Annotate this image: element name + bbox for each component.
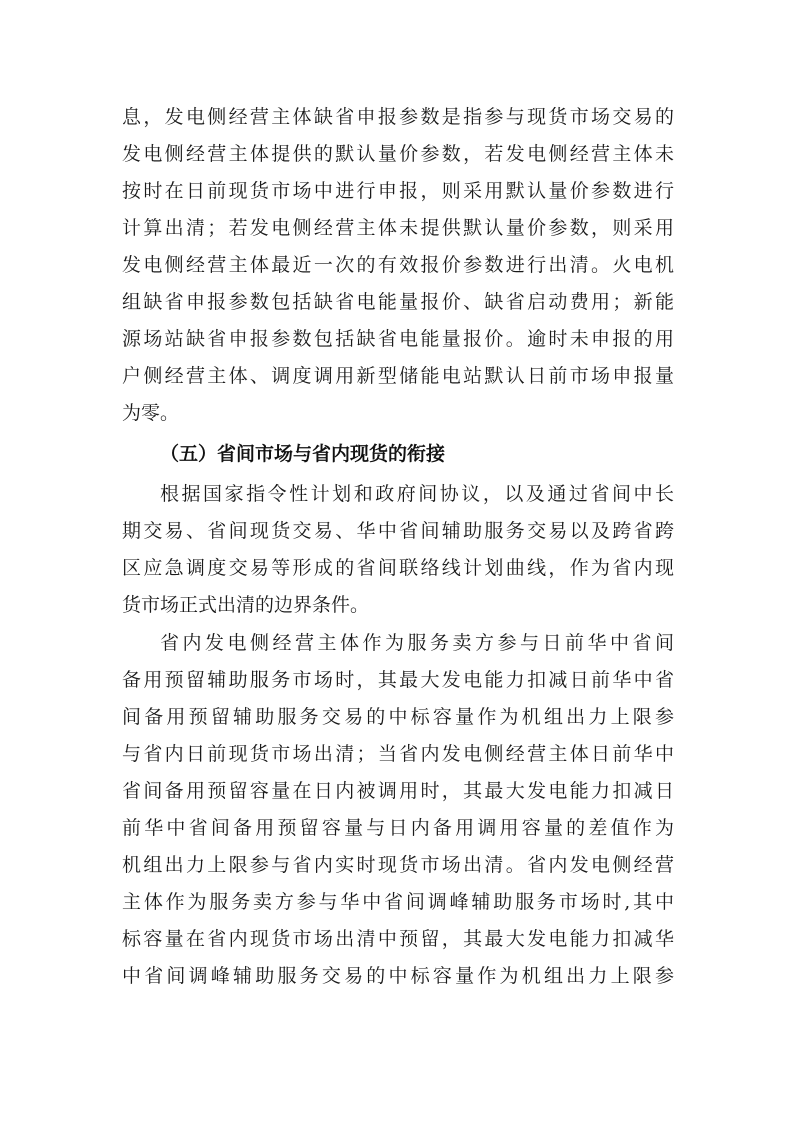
paragraph-interprovincial-boundary [122,476,674,624]
paragraph-line: 按时在日前现货市场中进行申报，则采用默认量价参数进行 [122,180,674,202]
paragraph-line: 机组出力上限参与省内实时现货市场出清。省内发电侧经营 [122,854,674,876]
paragraph-line: 中省间调峰辅助服务交易的中标容量作为机组出力上限参 [122,965,674,987]
paragraph-line: 省间备用预留容量在日内被调用时，其最大发电能力扣减日 [122,780,674,802]
paragraph-line: 户侧经营主体、调度调用新型储能电站默认日前市场申报量 [122,365,674,387]
paragraph-line: 源场站缺省申报参数包括缺省电能量报价。逾时未申报的用 [122,328,674,350]
paragraph-line: 与省内日前现货市场出清；当省内发电侧经营主体日前华中 [122,743,674,765]
paragraph-line: 省内发电侧经营主体作为服务卖方参与日前华中省间 [160,632,674,654]
section-heading: （五）省间市场与省内现货的衔接 [160,443,446,465]
paragraph-line: 计算出清；若发电侧经营主体未提供默认量价参数，则采用 [122,217,674,239]
paragraph-line: 息，发电侧经营主体缺省申报参数是指参与现货市场交易的 [122,106,674,128]
paragraph-line: 区应急调度交易等形成的省间联络线计划曲线，作为省内现 [122,557,674,579]
paragraph-reserve-peak-service [122,625,674,995]
paragraph-line: 间备用预留辅助服务交易的中标容量作为机组出力上限参 [122,706,674,728]
paragraph-line: 主体作为服务卖方参与华中省间调峰辅助服务市场时,其中 [122,891,674,913]
paragraph-line: 期交易、省间现货交易、华中省间辅助服务交易以及跨省跨 [122,520,674,542]
section-heading-block [122,436,674,473]
paragraph-line: 货市场正式出清的边界条件。 [122,594,370,616]
paragraph-line: 标容量在省内现货市场出清中预留，其最大发电能力扣减华 [122,928,674,950]
paragraph-line: 前华中省间备用预留容量与日内备用调用容量的差值作为 [122,817,674,839]
paragraph-default-bid-params [122,99,674,432]
paragraph-line: 备用预留辅助服务市场时，其最大发电能力扣减日前华中省 [122,669,674,691]
paragraph-line: 根据国家指令性计划和政府间协议，以及通过省间中长 [160,483,674,505]
paragraph-line: 为零。 [122,402,180,424]
paragraph-line: 发电侧经营主体提供的默认量价参数，若发电侧经营主体未 [122,143,674,165]
paragraph-line: 发电侧经营主体最近一次的有效报价参数进行出清。火电机 [122,254,674,276]
paragraph-line: 组缺省申报参数包括缺省电能量报价、缺省启动费用；新能 [122,291,674,313]
